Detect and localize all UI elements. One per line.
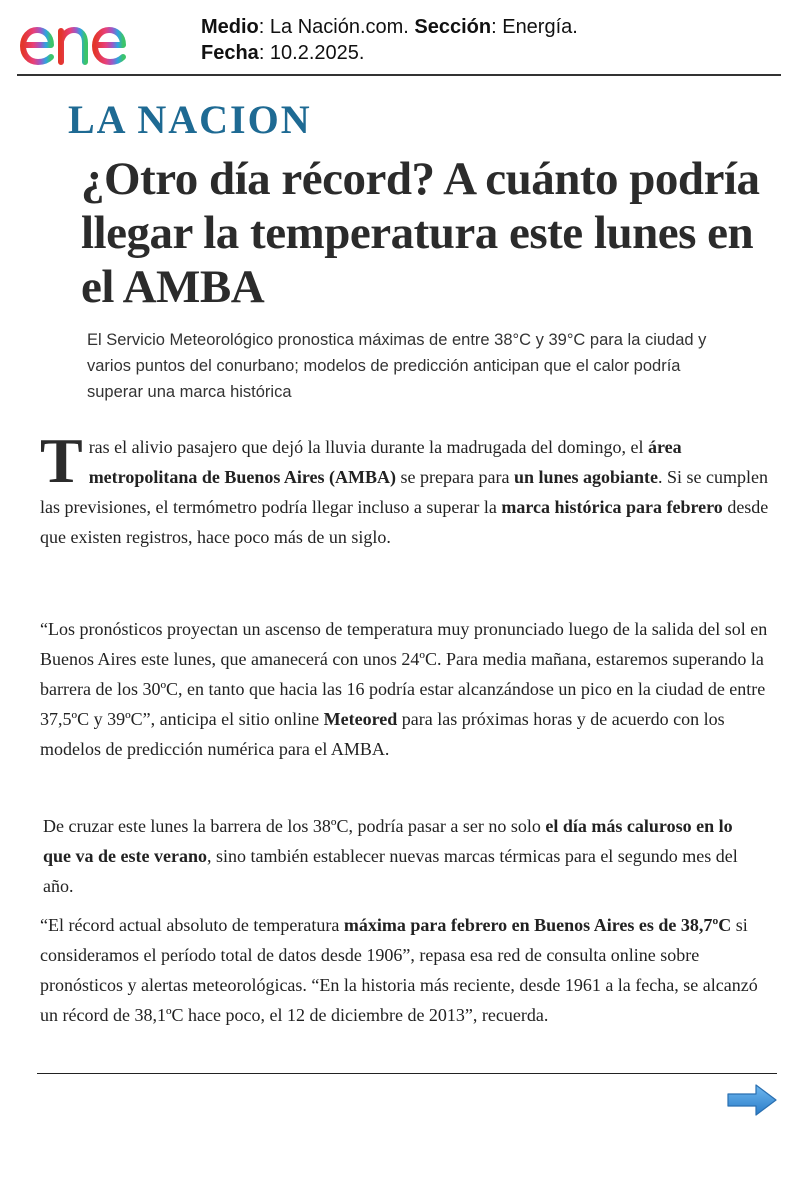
article-paragraph-3 bbox=[43, 811, 763, 901]
p2-bold-1: Meteored bbox=[323, 709, 398, 729]
article-headline: ¿Otro día récord? A cuánto podría llegar la temperatura este lunes en el AMBA bbox=[81, 153, 760, 313]
newspaper-masthead: LA NACION bbox=[68, 97, 312, 142]
fecha-value: : 10.2.2025. bbox=[258, 42, 365, 64]
arrow-right-icon[interactable] bbox=[726, 1082, 778, 1118]
header-divider bbox=[17, 74, 781, 76]
p3-bold-1: el día más caluroso en lo que va de este verano bbox=[43, 816, 733, 866]
p1-text-2: se prepara para bbox=[396, 467, 514, 487]
enel-logo bbox=[16, 8, 172, 70]
p1-bold-2: un lunes agobiante bbox=[513, 467, 658, 487]
seccion-value: : Energía. bbox=[491, 16, 578, 38]
meta-line-2 bbox=[201, 40, 578, 66]
p1-text-1: ras el alivio pasajero que dejó la lluvia durante la madrugada del domingo, el bbox=[88, 437, 648, 457]
p1-bold-3: marca histórica para febrero bbox=[501, 497, 723, 517]
seccion-label: Sección bbox=[414, 16, 492, 38]
p4-bold-1: máxima para febrero en Buenos Aires es de 38,7ºC bbox=[343, 915, 732, 935]
p1-bold-1: área metropolitana de Buenos Aires (AMBA) bbox=[88, 437, 682, 487]
p3-text-1: De cruzar este lunes la barrera de los 38ºC, podría pasar a ser no solo bbox=[43, 816, 546, 836]
p2-text-1: “Los pronósticos proyectan un ascenso de temperatura muy pronunciado luego de la salida del sol en Buenos Aires este lunes, que amanecerá con unos 24ºC. Para media mañana, estaremos superando la barrera de los 30ºC, en tanto que hacia las 16 podría estar alcanzándose un pico en la ciudad de entre 37,5ºC y 39ºC”, anticipa el sitio online bbox=[40, 619, 768, 729]
drop-cap: T bbox=[40, 425, 83, 496]
footer-divider bbox=[37, 1073, 777, 1074]
medio-value: : La Nación.com. bbox=[258, 16, 415, 38]
p2-text-2: para las próximas horas y de acuerdo con los modelos de predicción numérica para el AMBA. bbox=[40, 709, 725, 759]
press-clipping-meta bbox=[201, 14, 578, 66]
article-paragraph-4 bbox=[40, 910, 780, 1030]
p4-text-1: “El récord actual absoluto de temperatura bbox=[40, 915, 344, 935]
p3-text-2: , sino también establecer nuevas marcas térmicas para el segundo mes del año. bbox=[43, 846, 738, 896]
article-deck: El Servicio Meteorológico pronostica máximas de entre 38°C y 39°C para la ciudad y varios puntos del conurbano; modelos de predicción anticipan que el calor podría superar una marca histórica bbox=[87, 331, 707, 401]
p1-text-3: . Si se cumplen las previsiones, el termómetro podría llegar incluso a superar la bbox=[40, 467, 768, 517]
p4-text-2: si consideramos el período total de datos desde 1906”, repasa esa red de consulta online sobre pronósticos y alertas meteorológicas. “En la historia más reciente, desde 1961 a la fecha, se alcanzó un récord de 38,1ºC hace poco, el 12 de diciembre de 2013”, recuerda. bbox=[40, 915, 758, 1025]
fecha-label: Fecha bbox=[201, 42, 259, 64]
article-paragraph-2 bbox=[40, 614, 780, 764]
meta-line-1 bbox=[201, 14, 578, 40]
medio-label: Medio bbox=[201, 16, 259, 38]
p1-text-4: desde que existen registros, hace poco más de un siglo. bbox=[40, 497, 769, 547]
article-paragraph-1 bbox=[40, 425, 780, 552]
